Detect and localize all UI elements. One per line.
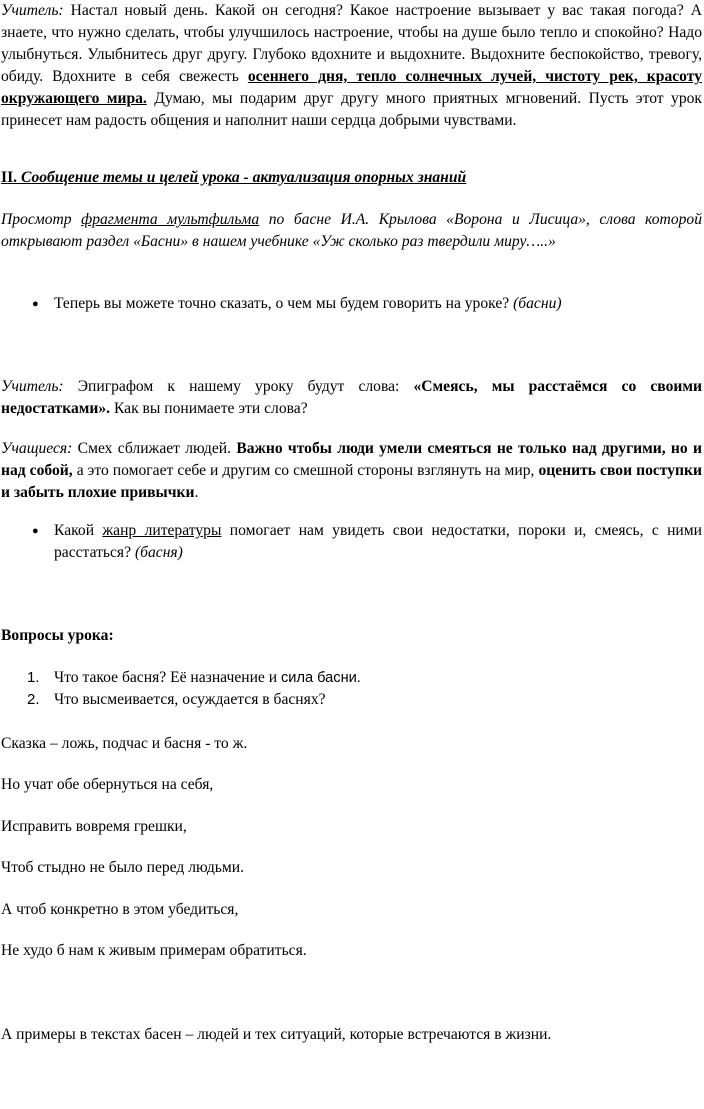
viewing-text: Просмотр (1, 211, 82, 228)
section-title: Сообщение темы и целей урока - актуализация опорных знаний (17, 169, 467, 186)
closing-line: А примеры в текстах басен – людей и тех ситуаций, которые встречаются в жизни. (1, 1026, 552, 1043)
question-bullet-2 (1, 520, 702, 564)
intro-emphasis: осеннего дня, тепло солнечных лучей, чистоту рек, красоту окружающего мира. (1, 68, 702, 107)
epigraph-quote: «Смеясь, мы расстаёмся со своими недостатками». (1, 378, 703, 417)
item-number: 1. (27, 669, 40, 686)
students-text-end: . (194, 484, 199, 501)
bullet-answer: (басни) (513, 295, 562, 312)
genre-link[interactable]: жанр литературы (102, 522, 222, 539)
students-paragraph (1, 438, 702, 504)
poem-line: Не худо б нам к живым примерам обратиться. (1, 942, 307, 959)
poem-line: Сказка – ложь, подчас и басня - то ж. (1, 735, 248, 752)
item-number: 2. (27, 691, 40, 708)
poem-line: Но учат обе обернуться на себя, (1, 776, 214, 793)
students-text-2: а это помогает себе и другим со смешной стороны взглянуть на мир, (72, 462, 539, 479)
item-text: Что высмеивается, осуждается в баснях? (54, 691, 326, 708)
epigraph-paragraph (1, 376, 702, 420)
intro-text: Настал новый день. Какой он сегодня? Какое настроение вызывает у вас такая погода? А знаете, что нужно сделать, чтобы улучшилось настроение, чтобы на душе было тепло и спокойно? Надо улыбнуться. Улыбнитесь друг другу. Глубоко вдохните и выдохните. Выдохните беспокойство, тревогу, обиду. Вдохните в себя свежесть (1, 2, 702, 85)
bullet-icon: ● (32, 525, 39, 537)
questions-title: Вопросы урока: (1, 627, 114, 644)
poem-line: Исправить вовремя грешки, (1, 818, 187, 835)
speaker-label: Учитель: (1, 378, 64, 395)
item-text: Что такое басня? Её назначение и (54, 669, 281, 686)
section-heading (1, 167, 702, 189)
bullet-text-2: помогает нам увидеть свои недостатки, пороки и, смеясь, с ними расстаться? (54, 522, 702, 561)
list-item (1, 689, 702, 711)
list-item (1, 293, 702, 315)
students-emphasis-2: оценить свои поступки и забыть плохие привычки (1, 462, 702, 501)
poem-line: А чтоб конкретно в этом убедиться, (1, 901, 239, 918)
item-emphasis: сила басни. (281, 670, 361, 686)
viewing-text-end: по басне И.А. Крылова «Ворона и Лисица», слова которой открывают раздел «Басни» в нашем учебнике «Уж сколько раз твердили миру…..» (1, 211, 703, 250)
bullet-text: Какой (54, 522, 103, 539)
intro-text-end: Думаю, мы подарим друг другу много приятных мгновений. Пусть этот урок принесет нам радость общения и наполнит наши сердца добрыми чувствами. (1, 90, 702, 129)
cartoon-link[interactable]: фрагмента мультфильма (81, 211, 260, 228)
list-item (1, 520, 702, 564)
speaker-label: Учитель: (1, 2, 64, 19)
students-text: Смех сближает людей. (72, 440, 237, 457)
poem-line: Чтоб стыдно не было перед людьми. (1, 859, 245, 876)
epigraph-question: Как вы понимаете эти слова? (110, 400, 308, 417)
questions-list (1, 667, 702, 711)
list-item (1, 667, 702, 689)
epigraph-text: Эпиграфом к нашему уроку будут слова: (63, 378, 414, 395)
students-emphasis-1: Важно чтобы люди умели смеяться не только над другими, но и над собой, (1, 440, 703, 479)
question-bullet-1 (1, 293, 702, 315)
speaker-label: Учащиеся: (1, 440, 73, 457)
viewing-paragraph (1, 209, 702, 253)
bullet-text: Теперь вы можете точно сказать, о чем мы будем говорить на уроке? (54, 295, 514, 312)
intro-paragraph (1, 0, 702, 132)
bullet-answer: (басня) (134, 544, 183, 561)
bullet-icon: ● (32, 298, 39, 310)
section-number: II. (1, 169, 18, 186)
